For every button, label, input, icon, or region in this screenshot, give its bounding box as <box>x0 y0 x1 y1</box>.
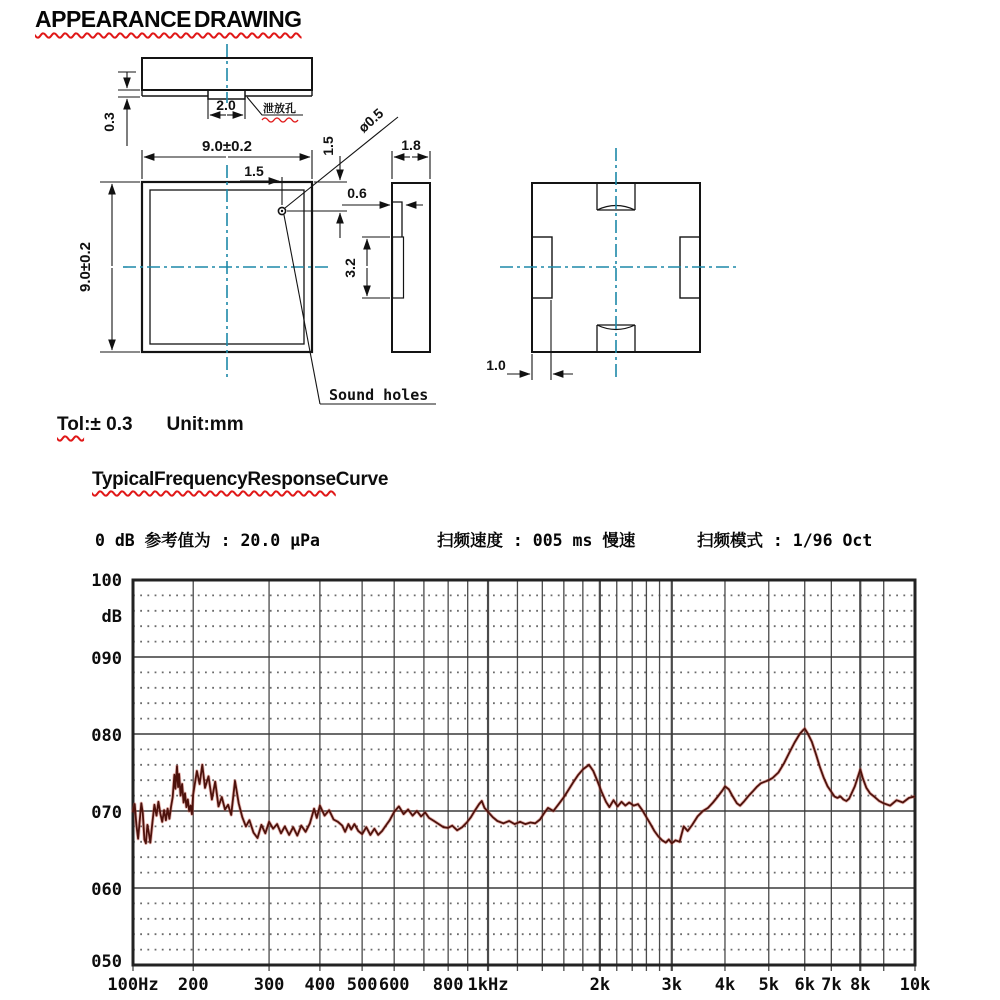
chart-header-sweep-mode: 扫频模式 : 1/96 Oct <box>697 531 873 550</box>
bottom-view <box>486 148 736 380</box>
x-axis-label: 7k <box>821 975 842 995</box>
dim-side-thickness: 1.8 <box>401 137 421 153</box>
curve-section-title <box>92 469 388 491</box>
vent-hole-label: 泄放孔 <box>263 103 296 115</box>
y-axis-label: 060 <box>91 880 122 900</box>
x-axis-label: 800 <box>432 975 464 995</box>
spellcheck-squiggle <box>262 118 298 122</box>
curve-title-head: TypicalFrequencyResponse <box>92 469 336 490</box>
hatched-section <box>393 237 404 298</box>
x-axis-label: 1kHz <box>467 975 509 995</box>
y-axis-label: 080 <box>91 726 122 746</box>
y-axis-label: 050 <box>91 952 122 972</box>
x-axis-label: 10k <box>899 975 931 995</box>
frequency-response-chart <box>0 555 1000 1000</box>
dim-pad-width: 1.0 <box>486 357 506 373</box>
x-axis-label: 400 <box>304 975 336 995</box>
chart-header-reference: 0 dB 参考值为 : 20.0 μPa <box>95 531 320 550</box>
x-axis-label: 500 <box>346 975 378 995</box>
x-axis-label: 600 <box>378 975 410 995</box>
x-axis-label: 100Hz <box>107 975 159 995</box>
sound-holes-label: Sound holes <box>329 386 429 404</box>
x-axis-label: 4k <box>714 975 736 995</box>
sound-hole-center <box>281 210 283 212</box>
unit-label: Unit:mm <box>166 414 244 435</box>
dim-notch-width: 2.0 <box>216 97 236 113</box>
tolerance-label: Tol <box>57 414 85 435</box>
dim-body-height: 9.0±0.2 <box>77 242 94 292</box>
front-view <box>77 105 436 404</box>
tolerance-value: :± 0.3 <box>84 414 133 435</box>
x-axis-label: 300 <box>253 975 285 995</box>
x-axis-label: 5k <box>758 975 780 995</box>
y-axis-label: 100 <box>91 571 122 591</box>
dim-hole-diameter: ø0.5 <box>354 104 387 136</box>
x-axis-label: 200 <box>177 975 209 995</box>
side-view-top <box>101 44 312 146</box>
dim-base-thickness: 0.3 <box>101 112 117 132</box>
plot-border <box>133 580 915 965</box>
response-curve-halo <box>133 729 915 844</box>
x-axis-label: 6k <box>794 975 815 995</box>
dim-pad-length: 3.2 <box>342 258 358 278</box>
dim-body-width: 9.0±0.2 <box>202 138 252 155</box>
dim-hole-offset-v: 1.5 <box>320 136 336 156</box>
x-axis-label: 3k <box>661 975 683 995</box>
chart-header-sweep-speed: 扫频速度 : 005 ms 慢速 <box>437 531 636 550</box>
side-section-view <box>342 137 430 352</box>
dim-hole-offset-h: 1.5 <box>244 163 264 179</box>
y-axis-label: 090 <box>91 649 122 669</box>
x-axis-label: 2k <box>589 975 611 995</box>
dim-wall-thickness: 0.6 <box>347 185 367 201</box>
curve-title-tail: Curve <box>335 469 389 490</box>
page-title: APPEARANCE DRAWING <box>35 6 302 32</box>
y-axis-label: 070 <box>91 803 122 823</box>
y-axis-label: dB <box>101 607 122 627</box>
tolerance-line <box>57 414 244 436</box>
x-axis-label: 8k <box>850 975 871 995</box>
